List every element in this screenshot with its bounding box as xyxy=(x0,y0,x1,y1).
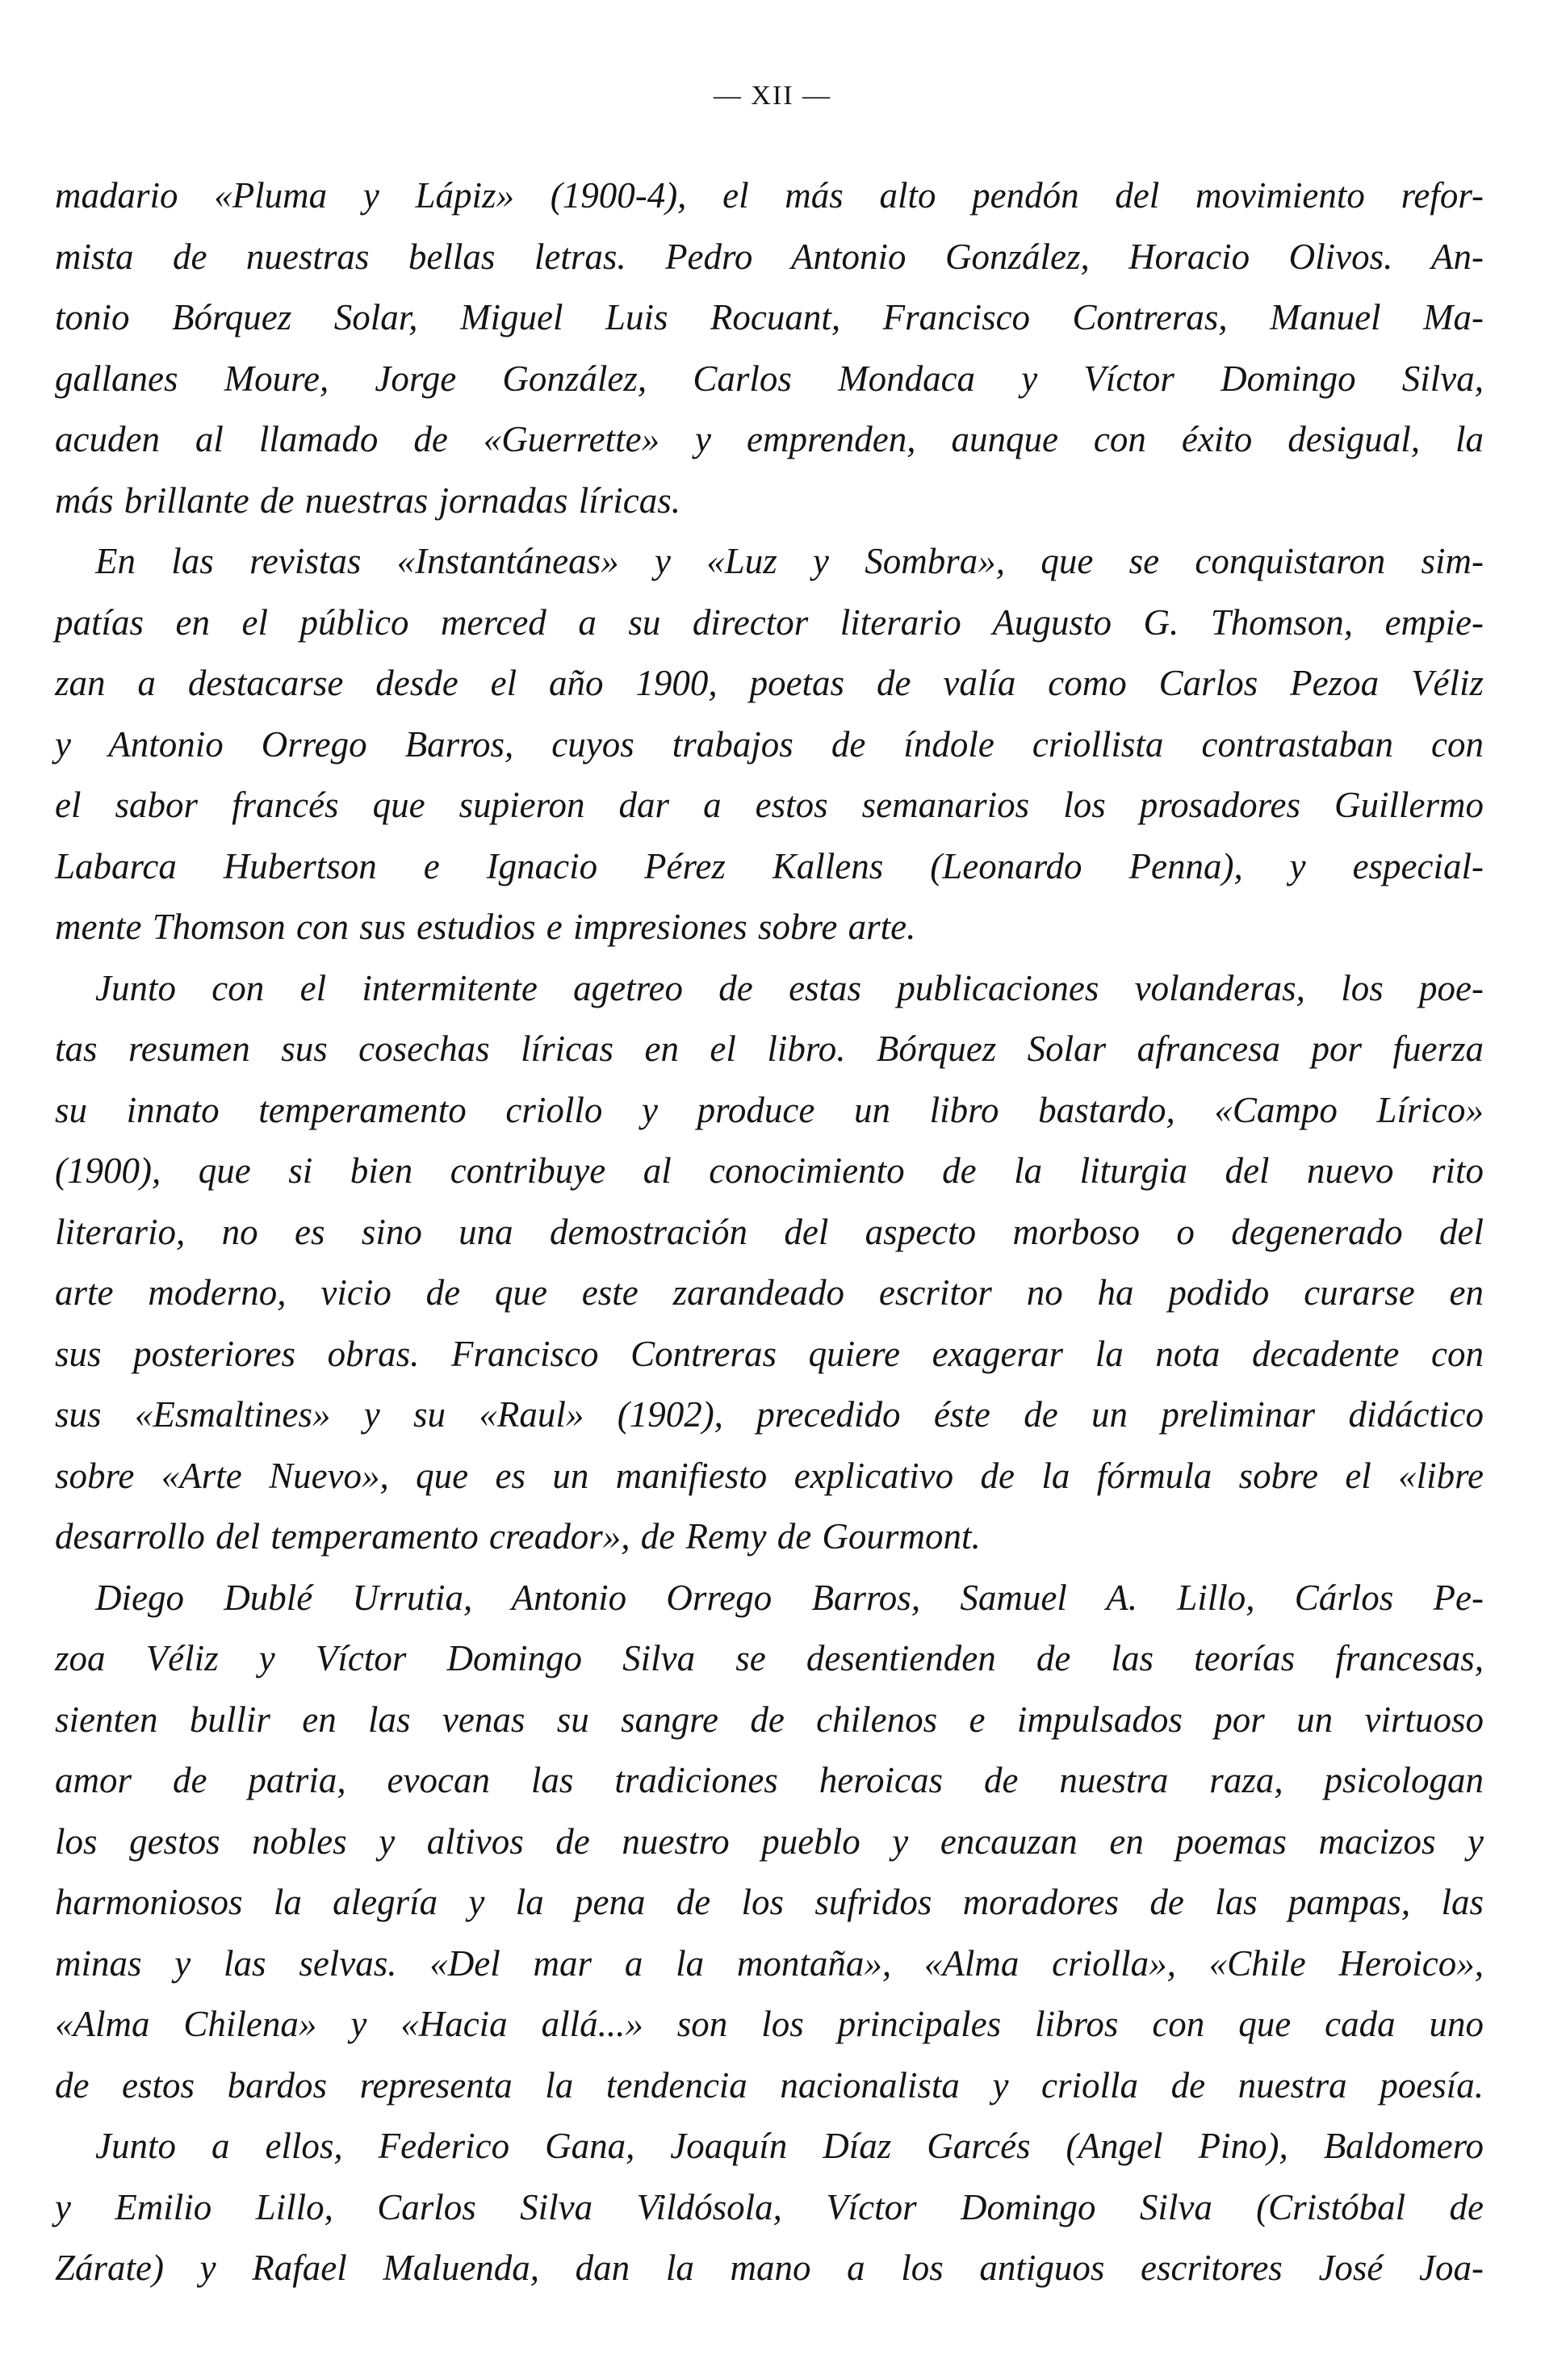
text-line: «Alma Chilena» y «Hacia allá...» son los principales libros con que cada uno xyxy=(55,2004,1484,2044)
text-line: madario «Pluma y Lápiz» (1900-4), el más alto pendón del movimiento refor- xyxy=(55,175,1484,216)
text-line: tas resumen sus cosechas líricas en el libro. Bórquez Solar afrancesa por fuerza xyxy=(55,1029,1484,1069)
text-line: el sabor francés que supieron dar a estos semanarios los prosadores Guillermo xyxy=(55,785,1484,825)
body-text xyxy=(55,166,1484,2299)
paragraph-3 xyxy=(55,958,1484,1568)
text-line: Diego Dublé Urrutia, Antonio Orrego Barros, Samuel A. Lillo, Cárlos Pe- xyxy=(95,1577,1484,1618)
text-line: mista de nuestras bellas letras. Pedro Antonio González, Horacio Olivos. An- xyxy=(55,236,1484,277)
paragraph-5 xyxy=(55,2116,1484,2299)
page-number: — XII — xyxy=(713,81,832,111)
text-line: patías en el público merced a su director literario Augusto G. Thomson, empie- xyxy=(55,601,1484,643)
text-line: gallanes Moure, Jorge González, Carlos Mondaca y Víctor Domingo Silva, xyxy=(55,358,1484,399)
text-line: (1900), que si bien contribuye al conocimiento de la liturgia del nuevo rito xyxy=(55,1150,1484,1191)
paragraph-1 xyxy=(55,166,1484,531)
text-line: y Antonio Orrego Barros, cuyos trabajos de índole criollista contrastaban con xyxy=(55,723,1484,765)
text-line: mente Thomson con sus estudios e impresiones sobre arte. xyxy=(55,907,916,947)
text-line: zan a destacarse desde el año 1900, poetas de valía como Carlos Pezoa Véliz xyxy=(55,663,1484,703)
text-line: literario, no es sino una demostración del aspecto morboso o degenerado del xyxy=(55,1211,1484,1252)
text-line: Junto a ellos, Federico Gana, Joaquín Díaz Garcés (Angel Pino), Baldomero xyxy=(95,2126,1484,2166)
text-line: de estos bardos representa la tendencia nacionalista y criolla de nuestra poesía. xyxy=(55,2064,1484,2106)
text-line: su innato temperamento criollo y produce un libro bastardo, «Campo Lírico» xyxy=(55,1089,1484,1130)
text-line: desarrollo del temperamento creador», de Remy de Gourmont. xyxy=(55,1516,981,1557)
paragraph-2 xyxy=(55,531,1484,958)
text-line: Zárate) y Rafael Maluenda, dan la mano a los antiguos escritores José Joa- xyxy=(55,2248,1484,2288)
text-line: zoa Véliz y Víctor Domingo Silva se desentienden de las teorías francesas, xyxy=(55,1638,1484,1678)
text-line: sus «Esmaltines» y su «Raul» (1902), precedido éste de un preliminar didáctico xyxy=(55,1394,1484,1435)
text-line: En las revistas «Instantáneas» y «Luz y Sombra», que se conquistaron sim- xyxy=(95,541,1484,581)
paragraph-4 xyxy=(55,1568,1484,2117)
text-line: harmoniosos la alegría y la pena de los sufridos moradores de las pampas, las xyxy=(55,1882,1484,1922)
text-line: Junto con el intermitente agetreo de estas publicaciones volanderas, los poe- xyxy=(95,967,1484,1008)
text-line: amor de patria, evocan las tradiciones heroicas de nuestra raza, psicologan xyxy=(55,1760,1484,1800)
text-line: los gestos nobles y altivos de nuestro pueblo y encauzan en poemas macizos y xyxy=(55,1821,1484,1862)
text-line: más brillante de nuestras jornadas líricas. xyxy=(55,480,681,521)
text-line: acuden al llamado de «Guerrette» y emprenden, aunque con éxito desigual, la xyxy=(55,419,1484,459)
text-line: arte moderno, vicio de que este zarandeado escritor no ha podido curarse en xyxy=(55,1272,1484,1313)
text-line: Labarca Hubertson e Ignacio Pérez Kallens (Leonardo Penna), y especial- xyxy=(55,845,1484,886)
text-line: sus posteriores obras. Francisco Contreras quiere exagerar la nota decadente con xyxy=(55,1333,1484,1374)
text-line: tonio Bórquez Solar, Miguel Luis Rocuant, Francisco Contreras, Manuel Ma- xyxy=(55,297,1484,337)
text-line: minas y las selvas. «Del mar a la montaña», «Alma criolla», «Chile Heroico», xyxy=(55,1942,1484,1984)
text-line: y Emilio Lillo, Carlos Silva Vildósola, Víctor Domingo Silva (Cristóbal de xyxy=(55,2186,1484,2227)
text-line: sienten bullir en las venas su sangre de chilenos e impulsados por un virtuoso xyxy=(55,1699,1484,1740)
text-line: sobre «Arte Nuevo», que es un manifiesto explicativo de la fórmula sobre el «libre xyxy=(55,1455,1484,1496)
